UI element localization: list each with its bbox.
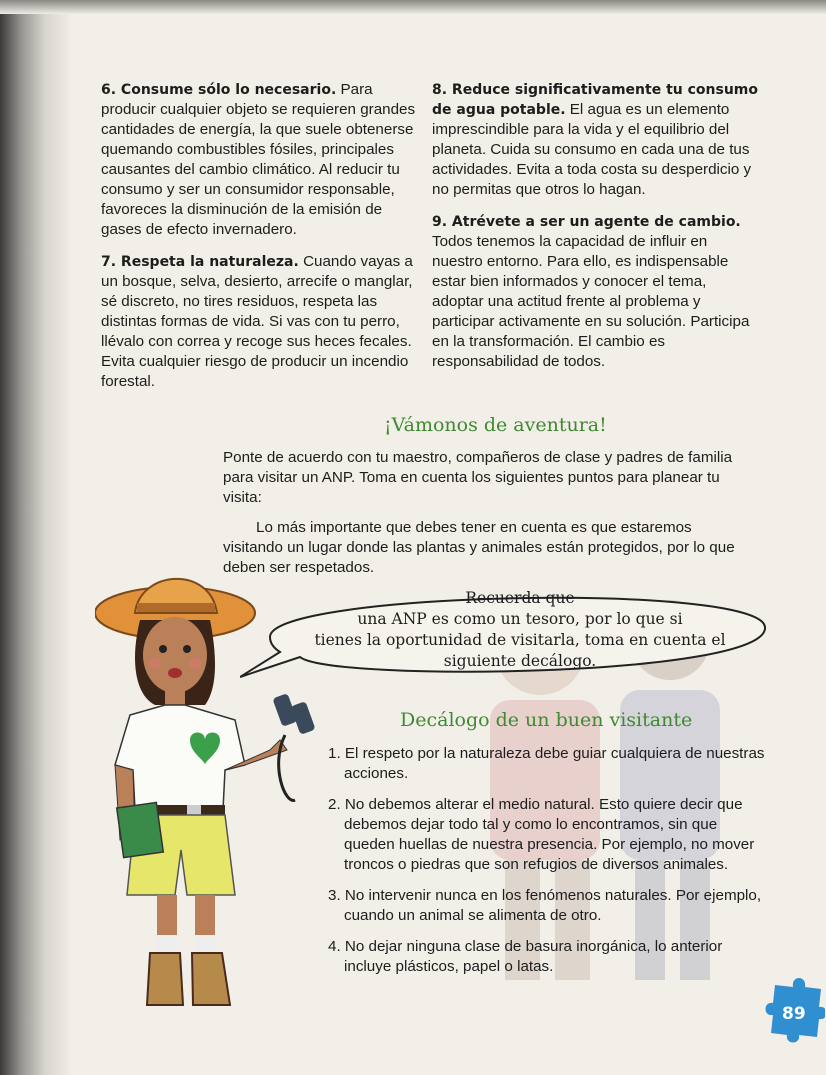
item-6-title: 6. Consume sólo lo necesario. (101, 82, 337, 98)
adventure-title: ¡Vámonos de aventura! (384, 414, 607, 436)
decalogue-item: 4. No dejar ninguna clase de basura inorgánica, lo anterior incluye plásticos, papel o latas. (328, 938, 723, 975)
left-column (101, 80, 421, 404)
bubble-line-2: una ANP es como un tesoro, por lo que si (357, 610, 683, 628)
adventure-intro: Ponte de acuerdo con tu maestro, compañeros de clase y padres de familia para visitar un ANP. Toma en cuenta los siguientes puntos para planear tu visita: (223, 449, 733, 506)
decalogue-item: 3. No intervenir nunca en los fenómenos naturales. Por ejemplo, cuando un animal se alimenta de otro. (328, 887, 762, 924)
book-gutter-shadow (0, 0, 70, 1075)
page-top-shadow (0, 0, 826, 14)
right-column (432, 80, 762, 384)
decalogue-title: Decálogo de un buen visitante (400, 709, 693, 731)
item-9-text: Todos tenemos la capacidad de influir en nuestro entorno. Para ello, es indispensable estar bien informados y conocer el tema, adoptar una actitud frente al problema y participar activamente en su solución. Participa en la transformación. El cambio es responsabilidad de todos. (432, 233, 750, 370)
item-9-title: 9. Atrévete a ser un agente de cambio. (432, 214, 741, 230)
bubble-line-3: tienes la oportunidad de visitarla, toma en cuenta el (314, 631, 726, 649)
item-8-text: El agua es un elemento imprescindible para la vida y el equilibrio del planeta. Cuida su consumo en cada una de tus actividades. Evita a toda costa su desperdicio y no permitas que otros lo hagan. (432, 101, 752, 198)
bubble-line-4: siguiente decálogo. (443, 652, 597, 670)
item-7-title: 7. Respeta la naturaleza. (101, 254, 299, 270)
item-9 (432, 212, 762, 372)
decalogue-list (328, 744, 768, 988)
explorer-girl-illustration (95, 565, 335, 1025)
decalogue-item: 2. No debemos alterar el medio natural. Esto quiere decir que debemos dejar todo tal y como lo encontramos, sin que queden huellas de nuestra presencia. Por ejemplo, no mover troncos o piedras que son refugios de diversos animales. (328, 796, 755, 873)
adventure-body: Lo más importante que debes tener en cuenta es que estaremos visitando un lugar donde las plantas y animales están protegidos, por lo que deben ser respetados. (223, 519, 735, 576)
bubble-line-1: Recuerda que (465, 589, 575, 607)
item-8-title: 8. Reduce significativamente tu consumo de agua potable. (432, 82, 759, 118)
page-number: 89 (782, 1004, 806, 1024)
item-7-text: Cuando vayas a un bosque, selva, desierto, arrecife o manglar, sé discreto, no tires residuos, respeta las distintas formas de vida. Si vas con tu perro, llévalo con correa y recoge sus heces fecales. Evita cualquier riesgo de producir un incendio forestal. (101, 253, 413, 390)
decalogue-item: 1. El respeto por la naturaleza debe guiar cualquiera de nuestras acciones. (328, 745, 765, 782)
item-6 (101, 80, 421, 240)
bubble-text (290, 588, 750, 672)
item-8 (432, 80, 762, 200)
item-7 (101, 252, 421, 392)
item-6-text: Para producir cualquier objeto se requieren grandes cantidades de energía, la que suele obtenerse quemando combustibles fósiles, principales causantes del cambio climático. Al reducir tu consumo y ser un consumidor responsable, favoreces la disminución de la emisión de gases de efecto invernadero. (101, 81, 416, 238)
